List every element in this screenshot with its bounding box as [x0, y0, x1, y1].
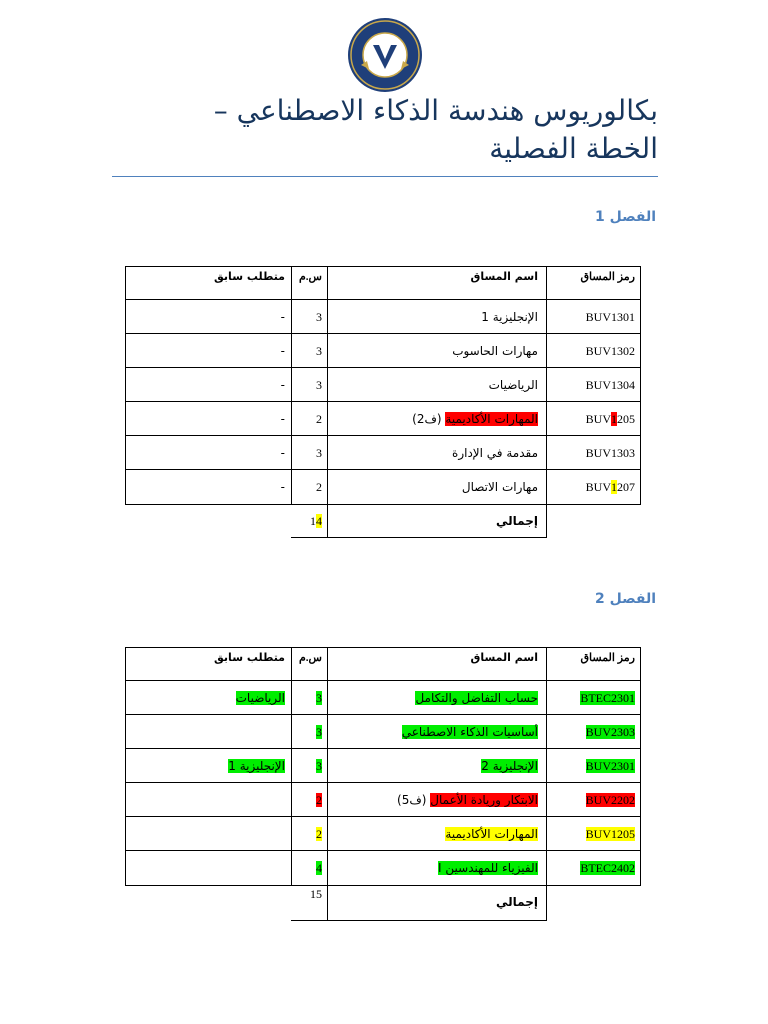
course-prereq: -: [280, 412, 285, 426]
course-code: BUV2301: [585, 759, 635, 773]
column-header-code: رمز المساق: [580, 652, 635, 664]
row-divider: [125, 782, 641, 783]
column-header-name: اسم المساق: [470, 651, 538, 664]
course-name: أساسيات الذكاء الاصطناعي: [401, 725, 538, 739]
column-header-credits: س.م: [299, 271, 322, 283]
title-divider: [112, 176, 658, 177]
column-divider: [291, 647, 292, 886]
column-header-credits: س.م: [299, 652, 322, 664]
course-code: BUV1301: [585, 310, 635, 324]
course-credits: 2: [316, 793, 322, 807]
row-divider: [125, 680, 641, 681]
course-credits: 3: [316, 446, 322, 460]
row-divider: [125, 435, 641, 436]
course-credits: 2: [316, 480, 322, 494]
course-name: الإنجليزية 1: [481, 310, 538, 324]
course-name: مهارات الحاسوب: [452, 344, 538, 358]
course-prereq: -: [280, 310, 285, 324]
course-name: الابتكار وريادة الأعمال (ف5): [397, 793, 538, 807]
course-name: الإنجليزية 2: [481, 759, 538, 773]
course-code: BUV1207: [585, 480, 635, 494]
semester-2-table: [125, 647, 641, 919]
course-prereq: -: [280, 378, 285, 392]
row-divider: [125, 850, 641, 851]
course-credits: 3: [316, 759, 322, 773]
course-name: المهارات الأكاديمية (ف2): [412, 412, 538, 426]
course-credits: 2: [316, 412, 322, 426]
course-name: مهارات الاتصال: [461, 480, 538, 494]
course-prereq: الإنجليزية 1: [228, 759, 285, 773]
column-divider: [327, 647, 328, 921]
total-credits: 14: [310, 514, 322, 528]
semester-1-heading: الفصل 1: [594, 209, 656, 225]
row-divider: [125, 748, 641, 749]
semester-2-heading: الفصل 2: [594, 591, 656, 607]
row-divider: [125, 299, 641, 300]
column-header-code: رمز المساق: [580, 271, 635, 283]
course-code: BUV1205: [585, 412, 635, 426]
column-divider: [546, 647, 547, 921]
row-divider: [125, 367, 641, 368]
table-total-row: [125, 885, 641, 919]
column-header-name: اسم المساق: [470, 270, 538, 283]
course-code: BUV1304: [585, 378, 635, 392]
row-divider: [291, 920, 546, 921]
column-divider: [546, 266, 547, 538]
column-header-prereq: متطلب سابق: [214, 651, 285, 664]
course-credits: 3: [316, 344, 322, 358]
course-credits: 3: [316, 378, 322, 392]
course-name: الرياضيات: [488, 378, 538, 392]
university-logo: [347, 17, 423, 93]
row-divider: [291, 537, 546, 538]
column-divider: [327, 266, 328, 538]
course-credits: 2: [316, 827, 322, 841]
course-code: BUV1303: [585, 446, 635, 460]
course-credits: 3: [316, 310, 322, 324]
course-name: حساب التفاضل والتكامل: [415, 691, 538, 705]
course-code: BTEC2402: [580, 861, 635, 875]
total-label: إجمالي: [496, 895, 538, 909]
total-label: إجمالي: [496, 514, 538, 528]
course-code: BUV1205: [585, 827, 635, 841]
course-name: المهارات الأكاديمية: [445, 827, 538, 841]
course-credits: 3: [316, 725, 322, 739]
row-divider: [125, 714, 641, 715]
course-code: BUV2202: [585, 793, 635, 807]
course-code: BTEC2301: [580, 691, 635, 705]
row-divider: [125, 816, 641, 817]
course-code: BUV2303: [585, 725, 635, 739]
page-title: بكالوريوس هندسة الذكاء الاصطناعي – الخطة الفصلية: [213, 94, 658, 165]
semester-1-table: [125, 266, 641, 538]
row-divider: [125, 333, 641, 334]
course-credits: 4: [316, 861, 322, 875]
course-credits: 3: [316, 691, 322, 705]
total-credits: 15: [310, 887, 322, 901]
row-divider: [125, 401, 641, 402]
column-header-prereq: متطلب سابق: [214, 270, 285, 283]
course-prereq: -: [280, 344, 285, 358]
course-name: مقدمة في الإدارة: [452, 446, 538, 460]
column-divider: [291, 266, 292, 505]
course-prereq: الرياضيات: [235, 691, 285, 705]
row-divider: [125, 469, 641, 470]
course-name: الفيزياء للمهندسين I: [438, 861, 538, 875]
course-code: BUV1302: [585, 344, 635, 358]
course-prereq: -: [280, 446, 285, 460]
table-total-row: [125, 504, 641, 538]
course-prereq: -: [280, 480, 285, 494]
